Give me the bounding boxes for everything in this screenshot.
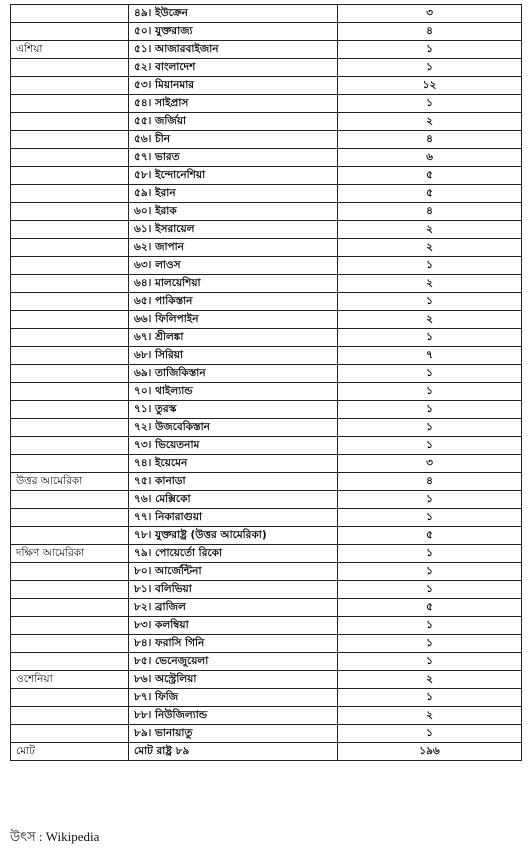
count-cell: ১ <box>338 41 522 59</box>
count-cell: ১ <box>338 59 522 77</box>
region-cell <box>11 185 129 203</box>
country-cell: ৮৬। অস্ট্রেলিয়া <box>129 671 338 689</box>
country-cell: ৬৯। তাজিকিস্তান <box>129 365 338 383</box>
count-cell: ১ <box>338 329 522 347</box>
country-cell: ৫৪। সাইপ্রাস <box>129 95 338 113</box>
count-cell: ১ <box>338 617 522 635</box>
region-cell <box>11 5 129 23</box>
count-cell: ৪ <box>338 23 522 41</box>
count-cell: ১৯৬ <box>338 743 522 761</box>
country-cell: ৭৭। নিকারাগুয়া <box>129 509 338 527</box>
table-row <box>11 77 522 95</box>
country-cell: ৬৩। লাওস <box>129 257 338 275</box>
country-cell: ৭৮। যুক্তরাষ্ট্র (উত্তর আমেরিকা) <box>129 527 338 545</box>
count-cell: ১ <box>338 563 522 581</box>
table-row <box>11 149 522 167</box>
region-cell <box>11 311 129 329</box>
count-cell: ১ <box>338 581 522 599</box>
country-cell: ৭৯। পোয়ের্তো রিকো <box>129 545 338 563</box>
country-cell: ৭৬। মেক্সিকো <box>129 491 338 509</box>
count-cell: ১ <box>338 293 522 311</box>
table-row <box>11 293 522 311</box>
country-cell: ৮০। আর্জেন্টিনা <box>129 563 338 581</box>
count-cell: ৩ <box>338 455 522 473</box>
count-cell: ১ <box>338 383 522 401</box>
country-cell: ৭১। তুরস্ক <box>129 401 338 419</box>
country-cell: ৬৫। পাকিস্তান <box>129 293 338 311</box>
count-cell: ১ <box>338 689 522 707</box>
count-cell: ২ <box>338 275 522 293</box>
table-row <box>11 473 522 491</box>
table-row <box>11 185 522 203</box>
region-cell <box>11 581 129 599</box>
table-row <box>11 131 522 149</box>
region-cell <box>11 23 129 41</box>
country-cell: ৬৭। শ্রীলঙ্কা <box>129 329 338 347</box>
region-cell <box>11 401 129 419</box>
region-cell <box>11 131 129 149</box>
count-cell: ৪ <box>338 131 522 149</box>
count-cell: ২ <box>338 311 522 329</box>
region-cell <box>11 59 129 77</box>
count-cell: ২ <box>338 671 522 689</box>
table-row <box>11 401 522 419</box>
table-row <box>11 329 522 347</box>
country-cell: ৮৫। ভেনেজুয়েলা <box>129 653 338 671</box>
country-cell: ৮৯। ভানায়াতু <box>129 725 338 743</box>
country-cell: ৫৯। ইরান <box>129 185 338 203</box>
count-cell: ১ <box>338 257 522 275</box>
count-cell: ১ <box>338 653 522 671</box>
count-cell: ৩ <box>338 5 522 23</box>
region-cell <box>11 347 129 365</box>
table-row <box>11 311 522 329</box>
count-cell: ৫ <box>338 185 522 203</box>
region-cell <box>11 563 129 581</box>
region-cell <box>11 167 129 185</box>
region-cell <box>11 653 129 671</box>
country-count-table <box>10 4 522 761</box>
count-cell: ১ <box>338 725 522 743</box>
region-cell <box>11 221 129 239</box>
country-cell: ৮৮। নিউজিল্যান্ড <box>129 707 338 725</box>
region-cell <box>11 419 129 437</box>
country-cell: ৮৪। ফরাসি গিনি <box>129 635 338 653</box>
table-row <box>11 41 522 59</box>
country-cell: ৬১। ইসরায়েল <box>129 221 338 239</box>
region-cell: ওশেনিয়া <box>11 671 129 689</box>
count-cell: ৫ <box>338 527 522 545</box>
table-row <box>11 23 522 41</box>
country-cell: ৬২। জাপান <box>129 239 338 257</box>
table-row <box>11 635 522 653</box>
table-row <box>11 617 522 635</box>
region-cell <box>11 689 129 707</box>
table-row <box>11 257 522 275</box>
count-cell: ৪ <box>338 473 522 491</box>
table-row <box>11 383 522 401</box>
region-cell <box>11 527 129 545</box>
count-cell: ৫ <box>338 167 522 185</box>
count-cell: ১ <box>338 491 522 509</box>
count-cell: ৬ <box>338 149 522 167</box>
country-cell: ৫০। যুক্তরাজ্য <box>129 23 338 41</box>
region-cell: এশিয়া <box>11 41 129 59</box>
region-cell <box>11 455 129 473</box>
table-row <box>11 221 522 239</box>
country-cell: ৭২। উজবেকিস্তান <box>129 419 338 437</box>
count-cell: ৭ <box>338 347 522 365</box>
table-row <box>11 239 522 257</box>
region-cell <box>11 599 129 617</box>
region-cell: দক্ষিণ আমেরিকা <box>11 545 129 563</box>
table-row <box>11 563 522 581</box>
region-cell <box>11 491 129 509</box>
table-row <box>11 725 522 743</box>
count-cell: ৫ <box>338 599 522 617</box>
count-cell: ১ <box>338 365 522 383</box>
country-cell: ৭০। থাইল্যান্ড <box>129 383 338 401</box>
country-cell: ৮৭। ফিজি <box>129 689 338 707</box>
region-cell <box>11 725 129 743</box>
country-cell: ৫৩। মিয়ানমার <box>129 77 338 95</box>
table-row <box>11 509 522 527</box>
table-row <box>11 599 522 617</box>
count-cell: ১ <box>338 419 522 437</box>
region-cell <box>11 437 129 455</box>
table-row <box>11 419 522 437</box>
table-row <box>11 203 522 221</box>
country-cell: ৭৫। কানাডা <box>129 473 338 491</box>
country-cell: ৫৬। চীন <box>129 131 338 149</box>
table-row <box>11 167 522 185</box>
source-note: উৎস : Wikipedia <box>10 829 100 844</box>
country-cell: ৬৮। সিরিয়া <box>129 347 338 365</box>
country-cell: ৫৫। জর্জিয়া <box>129 113 338 131</box>
count-cell: ১ <box>338 437 522 455</box>
region-cell <box>11 365 129 383</box>
region-cell <box>11 329 129 347</box>
count-cell: ১ <box>338 545 522 563</box>
region-cell <box>11 257 129 275</box>
count-cell: ১ <box>338 95 522 113</box>
country-cell: ৮২। ব্রাজিল <box>129 599 338 617</box>
country-cell: ৪৯। ইউক্রেন <box>129 5 338 23</box>
table-row <box>11 581 522 599</box>
country-cell: ৭৪। ইয়েমেন <box>129 455 338 473</box>
table-row <box>11 347 522 365</box>
region-cell <box>11 617 129 635</box>
table-row <box>11 59 522 77</box>
table-row <box>11 95 522 113</box>
table-row <box>11 491 522 509</box>
region-cell <box>11 203 129 221</box>
region-cell <box>11 293 129 311</box>
count-cell: ১ <box>338 635 522 653</box>
country-cell: মোট রাষ্ট্র ৮৯ <box>129 743 338 761</box>
country-cell: ৫৮। ইন্দোনেশিয়া <box>129 167 338 185</box>
count-cell: ২ <box>338 221 522 239</box>
country-cell: ৬৬। ফিলিপাইন <box>129 311 338 329</box>
table-row <box>11 545 522 563</box>
count-cell: ৪ <box>338 203 522 221</box>
region-cell <box>11 113 129 131</box>
table-row <box>11 653 522 671</box>
count-cell: ২ <box>338 113 522 131</box>
region-cell <box>11 95 129 113</box>
table-row <box>11 5 522 23</box>
count-cell: ১২ <box>338 77 522 95</box>
table-row <box>11 743 522 761</box>
region-cell: উত্তর আমেরিকা <box>11 473 129 491</box>
country-cell: ৬০। ইরাক <box>129 203 338 221</box>
country-cell: ৮১। বলিভিয়া <box>129 581 338 599</box>
table-row <box>11 527 522 545</box>
region-cell: মোট <box>11 743 129 761</box>
country-cell: ৬৪। মালয়েশিয়া <box>129 275 338 293</box>
table-row <box>11 707 522 725</box>
country-cell: ৫১। আজারবাইজান <box>129 41 338 59</box>
table-row <box>11 113 522 131</box>
region-cell <box>11 149 129 167</box>
region-cell <box>11 275 129 293</box>
table-body <box>11 5 522 761</box>
table-row <box>11 275 522 293</box>
table-row <box>11 671 522 689</box>
table-row <box>11 437 522 455</box>
country-cell: ৮৩। কলম্বিয়া <box>129 617 338 635</box>
region-cell <box>11 707 129 725</box>
count-cell: ১ <box>338 401 522 419</box>
table-row <box>11 455 522 473</box>
table-row <box>11 689 522 707</box>
region-cell <box>11 239 129 257</box>
country-cell: ৫৭। ভারত <box>129 149 338 167</box>
region-cell <box>11 509 129 527</box>
region-cell <box>11 77 129 95</box>
count-cell: ২ <box>338 707 522 725</box>
country-cell: ৫২। বাংলাদেশ <box>129 59 338 77</box>
region-cell <box>11 635 129 653</box>
table-row <box>11 365 522 383</box>
region-cell <box>11 383 129 401</box>
count-cell: ২ <box>338 239 522 257</box>
count-cell: ১ <box>338 509 522 527</box>
country-cell: ৭৩। ভিয়েতনাম <box>129 437 338 455</box>
